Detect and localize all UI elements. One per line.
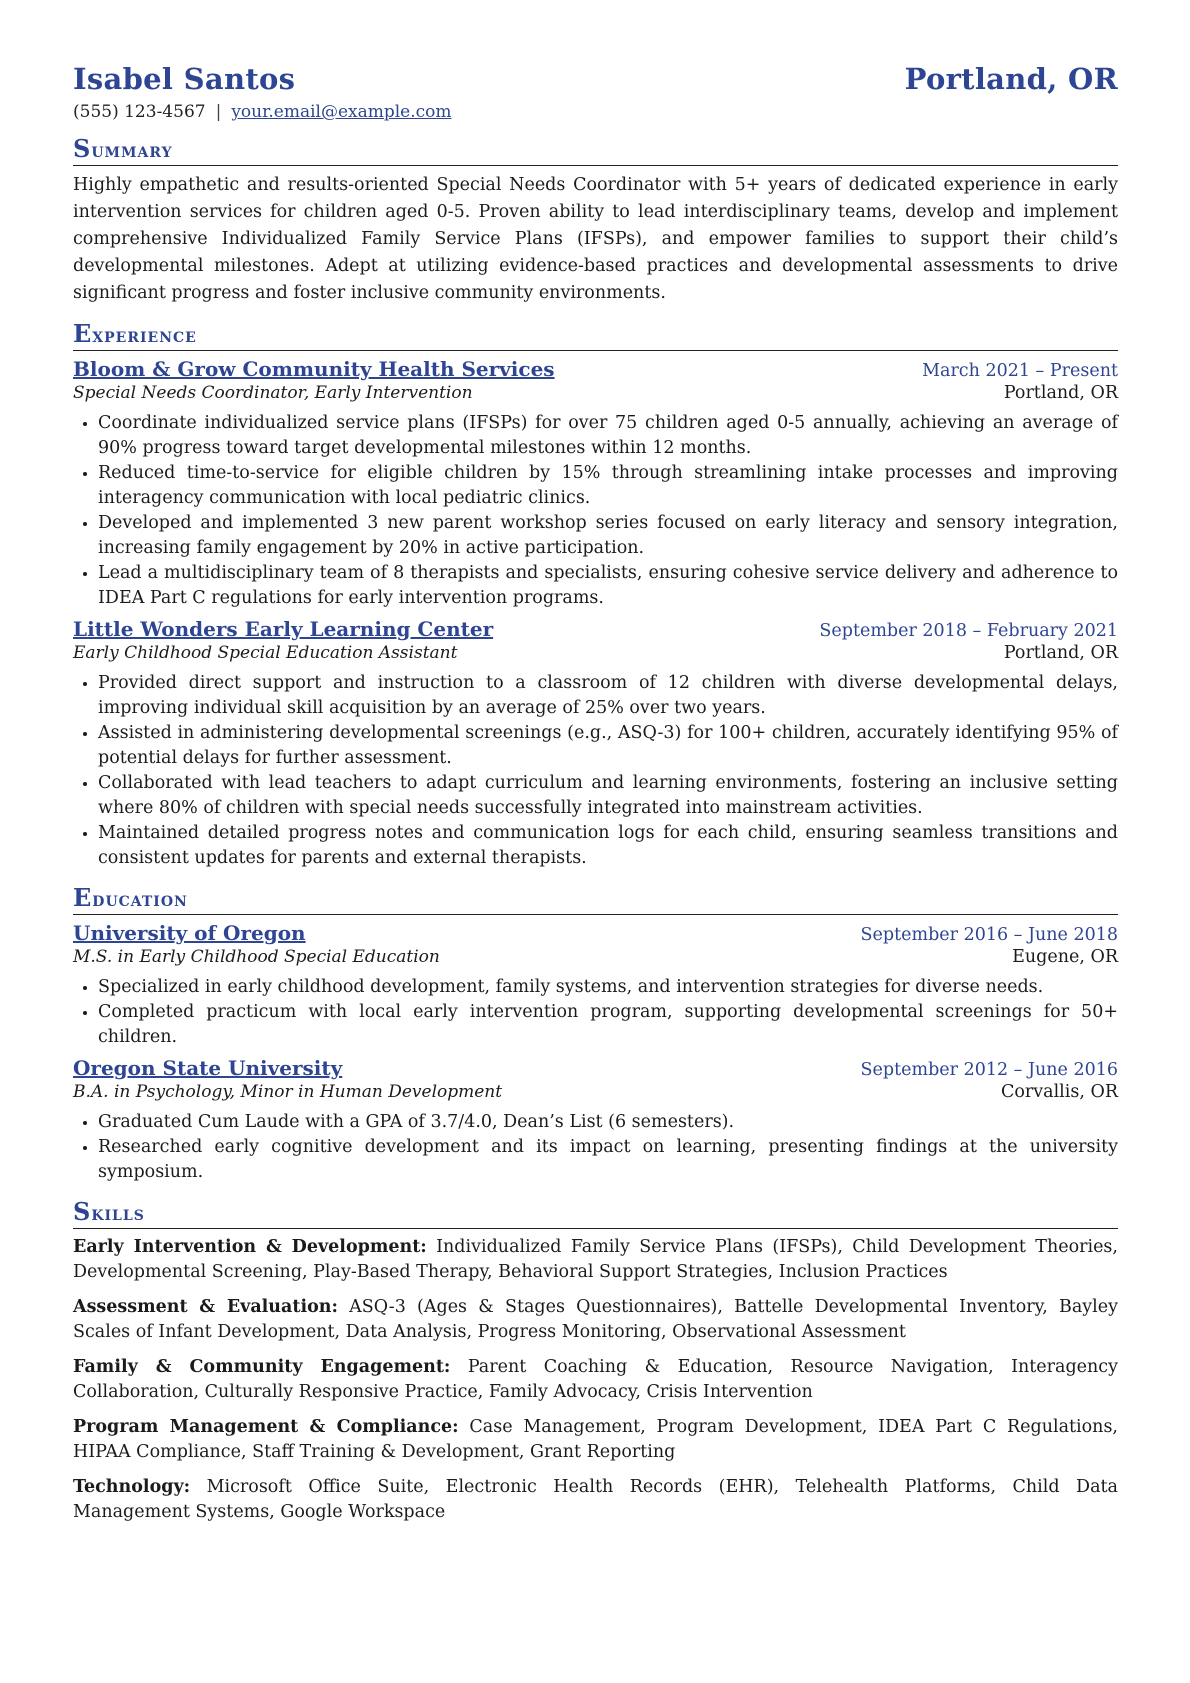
skill-category: Technology: [73, 1477, 191, 1497]
section-title-education: Education [73, 883, 1118, 915]
skill-values: Case Management, Program Development, IDEA Part C Regulations, HIPAA Compliance, Staff Training & Development, Grant Reporting [73, 1417, 1118, 1462]
bullet-item: • Maintained detailed progress notes and communication logs for each child, ensuring seamless transitions and consistent updates for parents and external therapists. [98, 821, 1118, 871]
section-title-experience: Experience [73, 319, 1118, 351]
entry-dates: September 2018 – February 2021 [819, 621, 1118, 641]
skill-values: Individualized Family Service Plans (IFSPs), Child Development Theories, Developmental Screening, Play-Based Therapy, Behavioral Support Strategies, Inclusion Practices [73, 1237, 1118, 1282]
bullet-item: • Provided direct support and instruction to a classroom of 12 children with diverse developmental delays, improving individual skill acquisition by an average of 25% over two years. [98, 671, 1118, 721]
skill-values: Parent Coaching & Education, Resource Navigation, Interagency Collaboration, Culturally Responsive Practice, Family Advocacy, Crisis Intervention [73, 1357, 1118, 1402]
bullet-list [73, 411, 1118, 611]
skills-list [73, 1235, 1118, 1525]
entry-degree: M.S. in Early Childhood Special Education [73, 947, 440, 967]
education-entry [73, 1056, 1118, 1185]
section-title-summary: Summary [73, 134, 1118, 166]
experience-entry [73, 617, 1118, 871]
contact-line [73, 102, 1118, 122]
bullet-item: • Assisted in administering developmental screenings (e.g., ASQ-3) for 100+ children, accurately identifying 95% of potential delays for further assessment. [98, 721, 1118, 771]
entry-dates: September 2016 – June 2018 [860, 925, 1118, 945]
bullet-item: • Researched early cognitive development and its impact on learning, presenting findings at the university symposium. [98, 1135, 1118, 1185]
candidate-name: Isabel Santos [73, 62, 296, 96]
skill-category: Early Intervention & Development: [73, 1237, 427, 1257]
institution-link[interactable]: University of Oregon [73, 921, 306, 945]
skill-row [73, 1295, 1118, 1345]
bullet-item: • Coordinate individualized service plans (IFSPs) for over 75 children aged 0-5 annually, achieving an average of 90% progress toward target developmental milestones within 12 months. [98, 411, 1118, 461]
skill-row [73, 1355, 1118, 1405]
summary-text: Highly empathetic and results-oriented Special Needs Coordinator with 5+ years of dedicated experience in early intervention services for children aged 0-5. Proven ability to lead interdisciplinary teams, develop and implement comprehensive Individualized Family Service Plans (IFSPs), and empower families to support their child’s developmental milestones. Adept at utilizing evidence-based practices and developmental assessments to drive significant progress and foster inclusive community environments. [73, 175, 1118, 303]
experience-entry [73, 357, 1118, 611]
phone: (555) 123-4567 [73, 102, 206, 122]
bullet-item: • Collaborated with lead teachers to adapt curriculum and learning environments, fostering an inclusive setting where 80% of children with special needs successfully integrated into mainstream activities. [98, 771, 1118, 821]
skill-row [73, 1415, 1118, 1465]
entry-dates: September 2012 – June 2016 [860, 1060, 1118, 1080]
skill-values: Microsoft Office Suite, Electronic Health Records (EHR), Telehealth Platforms, Child Data Management Systems, Google Workspace [73, 1477, 1118, 1522]
skill-category: Family & Community Engagement: [73, 1357, 451, 1377]
education-entry [73, 921, 1118, 1050]
bullet-item: • Graduated Cum Laude with a GPA of 3.7/4.0, Dean’s List (6 semesters). [98, 1110, 1118, 1135]
bullet-list [73, 1110, 1118, 1185]
bullet-item: • Developed and implemented 3 new parent workshop series focused on early literacy and sensory integration, increasing family engagement by 20% in active participation. [98, 511, 1118, 561]
skill-row [73, 1235, 1118, 1285]
entry-location: Portland, OR [1003, 643, 1118, 663]
email-link[interactable]: your.email@example.com [231, 102, 452, 122]
header [73, 62, 1118, 96]
section-title-skills: Skills [73, 1197, 1118, 1229]
institution-link[interactable]: Oregon State University [73, 1056, 343, 1080]
entry-dates: March 2021 – Present [922, 361, 1118, 381]
organization-link[interactable]: Bloom & Grow Community Health Services [73, 357, 555, 381]
entry-location: Eugene, OR [1012, 947, 1118, 967]
entry-location: Portland, OR [1003, 383, 1118, 403]
skill-category: Program Management & Compliance: [73, 1417, 459, 1437]
candidate-location: Portland, OR [904, 62, 1118, 96]
bullet-item: • Lead a multidisciplinary team of 8 therapists and specialists, ensuring cohesive service delivery and adherence to IDEA Part C regulations for early intervention programs. [98, 561, 1118, 611]
bullet-item: • Completed practicum with local early intervention program, supporting developmental screenings for 50+ children. [98, 1000, 1118, 1050]
skill-category: Assessment & Evaluation: [73, 1297, 338, 1317]
entry-degree: B.A. in Psychology, Minor in Human Development [73, 1082, 503, 1102]
entry-role: Early Childhood Special Education Assistant [73, 643, 458, 663]
bullet-item: • Reduced time-to-service for eligible children by 15% through streamlining intake processes and improving interagency communication with local pediatric clinics. [98, 461, 1118, 511]
entry-role: Special Needs Coordinator, Early Intervention [73, 383, 473, 403]
organization-link[interactable]: Little Wonders Early Learning Center [73, 617, 494, 641]
bullet-list [73, 975, 1118, 1050]
bullet-list [73, 671, 1118, 871]
contact-separator: | [215, 102, 222, 122]
skill-row [73, 1475, 1118, 1525]
bullet-item: • Specialized in early childhood development, family systems, and intervention strategies for diverse needs. [98, 975, 1118, 1000]
entry-location: Corvallis, OR [1000, 1082, 1118, 1102]
skill-values: ASQ-3 (Ages & Stages Questionnaires), Battelle Developmental Inventory, Bayley Scales of Infant Development, Data Analysis, Progress Monitoring, Observational Assessment [73, 1297, 1118, 1342]
